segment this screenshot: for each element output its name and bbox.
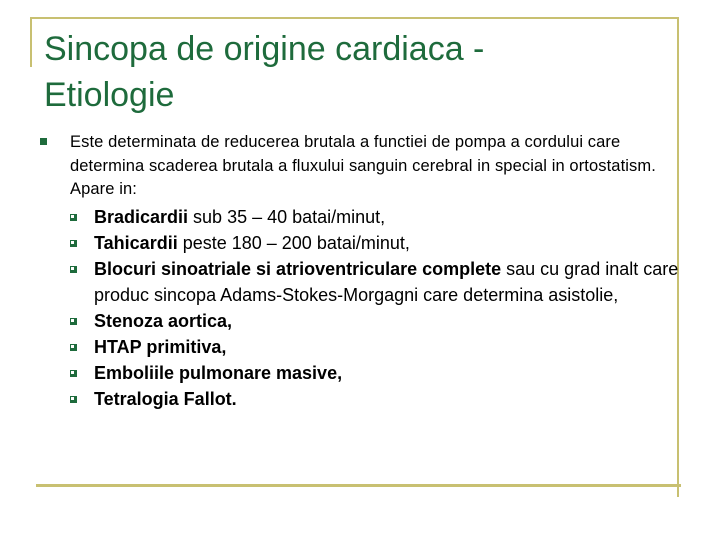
- shadowed-square-icon: [70, 240, 77, 247]
- list-item: [70, 204, 680, 230]
- title-line-1: Sincopa de origine cardiaca -: [44, 30, 485, 68]
- slide-title: [44, 26, 664, 118]
- list-item: [70, 256, 680, 308]
- item-rest: peste 180 – 200 batai/minut,: [177, 233, 410, 253]
- item-bold: Blocuri sinoatriale si atrioventriculare complete: [94, 259, 502, 279]
- list-item: [70, 334, 680, 360]
- shadowed-square-icon: [70, 344, 77, 351]
- item-bold: Bradicardii: [94, 207, 189, 227]
- frame-left-line: [30, 17, 32, 67]
- item-bold: Tahicardii: [94, 233, 178, 253]
- list-item: [70, 386, 680, 412]
- item-bold: Emboliile pulmonare masive,: [94, 363, 343, 383]
- item-rest: sub 35 – 40 batai/minut,: [188, 207, 386, 227]
- cause-list: [70, 204, 680, 412]
- list-item: [70, 308, 680, 334]
- shadowed-square-icon: [70, 266, 77, 273]
- item-rest: sau cu grad inalt care produc sincopa Adams-Stokes-Morgagni care determina asistolie,: [94, 259, 679, 305]
- list-item: [70, 230, 680, 256]
- frame-top-line: [30, 17, 679, 19]
- intro-text: Este determinata de reducerea brutala a functiei de pompa a cordului care determina scaderea brutala a fluxului sanguin cerebral in special in ortostatism. Apare in:: [70, 133, 656, 198]
- shadowed-square-icon: [70, 214, 77, 221]
- item-bold: Tetralogia Fallot.: [94, 389, 237, 409]
- shadowed-square-icon: [70, 396, 77, 403]
- shadowed-square-icon: [70, 370, 77, 377]
- title-line-2: Etiologie: [44, 76, 175, 114]
- intro-bullet: [40, 131, 680, 202]
- item-bold: Stenoza aortica,: [94, 311, 233, 331]
- frame-bottom-line: [36, 484, 681, 487]
- list-item: [70, 360, 680, 386]
- item-bold: HTAP primitiva,: [94, 337, 227, 357]
- shadowed-square-icon: [70, 318, 77, 325]
- filled-square-icon: [40, 138, 47, 145]
